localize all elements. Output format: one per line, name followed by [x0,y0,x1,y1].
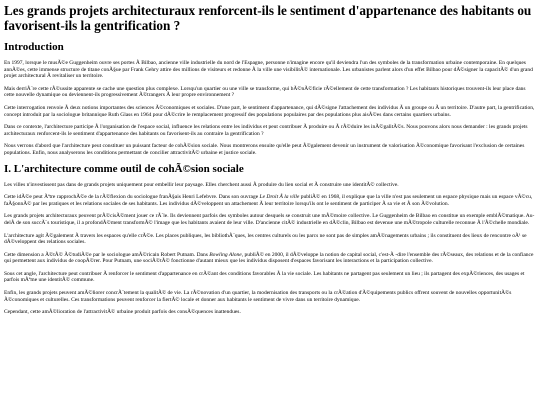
section-1-paragraph: Cette dimension a Ã©tÃ© Ã©tudiÃ©e par le sociologue amÃ©ricain Robert Putnam. Dans Bowling Alone, publiÃ© en 2000, il dÃ©veloppe la notion de capital social, c'est-Ã -dire l'ensemble des rÃ©seaux, des relations et de la confiance qui permettent aux individus de coopÃ©rer. Pour Putnam, une sociÃ©tÃ© fonctionne d'autant mieux que les individus disposent d'espaces favorisant les interactions et la participation collective. [4,251,534,265]
section-1-heading: I. L'architecture comme outil de cohÃ©sion sociale [4,162,244,175]
section-1-paragraph: Les grands projets architecturaux peuvent prÃ©cisÃ©ment jouer ce rÃ´le. Ils deviennent parfois des symboles autour desquels se construit une mÃ©moire collective. Le Guggenheim de Bilbao en constitue un exemple emblÃ©matique. Au-delÃ de son succÃ¨s touristique, il a profondÃ©ment transformÃ© l'image que les habitants avaient de leur ville. D'ancienne citÃ© industrielle en dÃ©clin, Bilbao est devenue une mÃ©tropole culturelle reconnue Ã l'Ã©chelle mondiale. [4,213,535,226]
intro-paragraph: Nous verrons d'abord que l'architecture peut constituer un puissant facteur de cohÃ©sion sociale. Nous montrerons ensuite qu'elle peut Ã©galement devenir un instrument de valorisation Ã©conomique favorisant l'exclusion de certaines populations. Enfin, nous analyserons les conditions permettant de concilier attractivitÃ© urbaine et justice sociale. [4,143,525,156]
intro-paragraph: Dans ce contexte, l'architecture participe Ã l'organisation de l'espace social, influence les relations entre les individus et peut contribuer Ã produire ou Ã rÃ©duire les inÃ©galitÃ©s. Nous pouvons alors nous demander : les grands projets architecturaux renforcent-ils le sentiment d'appartenance des habitants ou favorisent-ils au contraire la gentrification ? [4,124,528,137]
section-1-paragraph: L'architecture agit Ã©galement Ã travers les espaces qu'elle crÃ©e. Les places publiques, les bibliothÃ¨ques, les centres culturels ou les parcs ne sont pas de simples amÃ©nagements urbains ; ils constituent des lieux de rencontre oÃ¹ se dÃ©veloppent des relations sociales. [4,232,527,246]
section-1-paragraph: Cependant, cette amÃ©lioration de l'attractivitÃ© urbaine produit parfois des consÃ©quences inattendues. [4,309,241,316]
book-title: Bowling Alone [209,251,242,258]
section-1-paragraph: Cette idÃ©e peut Ãªtre rapprochÃ©e de la rÃ©flexion du sociologue franÃ§ais Henri Lefebvre. Dans son ouvrage Le Droit Ã la ville publiÃ© en 1968, il explique que la ville n'est pas seulement un espace physique mais un espace vÃ©cu, faÃ§onnÃ© par les pratiques et les relations sociales de ses habitants. Les individus dÃ©veloppent un attachement Ã leur territoire lorsqu'ils ont le sentiment de participer Ã sa vie et Ã son Ã©volution. [4,194,533,207]
section-1-paragraph: Enfin, les grands projets peuvent amÃ©liorer concrÃ¨tement la qualitÃ© de vie. La rÃ©novation d'un quartier, la modernisation des transports ou la crÃ©ation d'Ã©quipements publics offrent souvent de nouvelles opportunitÃ©s Ã©conomiques et culturelles. Ces transformations peuvent renforcer la fiertÃ© locale et donner aux habitants le sentiment de vivre dans un territoire dynamique. [4,290,512,303]
section-1-paragraph: Sous cet angle, l'architecture peut contribuer Ã renforcer le sentiment d'appartenance en crÃ©ant des conditions favorables Ã la vie sociale. Les habitants ne partagent pas seulement un lieu ; ils partagent des expÃ©riences, des usages et parfois mÃªme une identitÃ© commune. [4,270,525,284]
document-title: Les grands projets architecturaux renforcent-ils le sentiment d'appartenance des habitants ou favorisent-ils la gentrification ? [4,3,532,33]
intro-paragraph: Mais derriÃ¨re cette rÃ©ussite apparente se cache une question plus complexe. Lorsqu'un quartier ou une ville se transforme, qui bÃ©nÃ©ficie rÃ©ellement de cette transformation ? Les habitants historiques trouvent-ils leur place dans cette nouvelle dynamique ou deviennent-ils progressivement Ã©trangers Ã leur propre environnement ? [4,85,526,99]
section-1-paragraph: Les villes n'investissent pas dans de grands projets uniquement pour embellir leur paysage. Elles cherchent aussi Ã produire du lien social et Ã construire une identitÃ© collective. [4,181,399,188]
intro-paragraph: Cette interrogation renvoie Ã deux notions importantes des sciences Ã©conomiques et sociales. D'une part, le sentiment d'appartenance, qui dÃ©signe l'attachement des individus Ã un groupe ou Ã un territoire. D'autre part, la gentrification, concept introduit par la sociologue britannique Ruth Glass en 1964 pour dÃ©crire le remplacement progressif des populations populaires par des populations plus aisÃ©es dans certains quartiers urbains. [4,104,535,118]
intro-paragraph: En 1997, lorsque le musÃ©e Guggenheim ouvre ses portes Ã Bilbao, ancienne ville industrielle du nord de l'Espagne, personne n'imagine encore qu'il deviendra l'un des symboles de la transformation urbaine contemporaine. En quelques annÃ©es, cette immense structure de titane conÃ§ue par Frank Gehry attire des millions de visiteurs et redonne Ã la ville une visibilitÃ© internationale. Les urbanistes parlent alors d'un effet Bilbao pour dÃ©signer la capacitÃ© d'un grand projet architectural Ã revitaliser un territoire. [4,60,533,80]
introduction-heading: Introduction [4,41,64,53]
book-title: Le Droit Ã la ville [259,194,300,201]
